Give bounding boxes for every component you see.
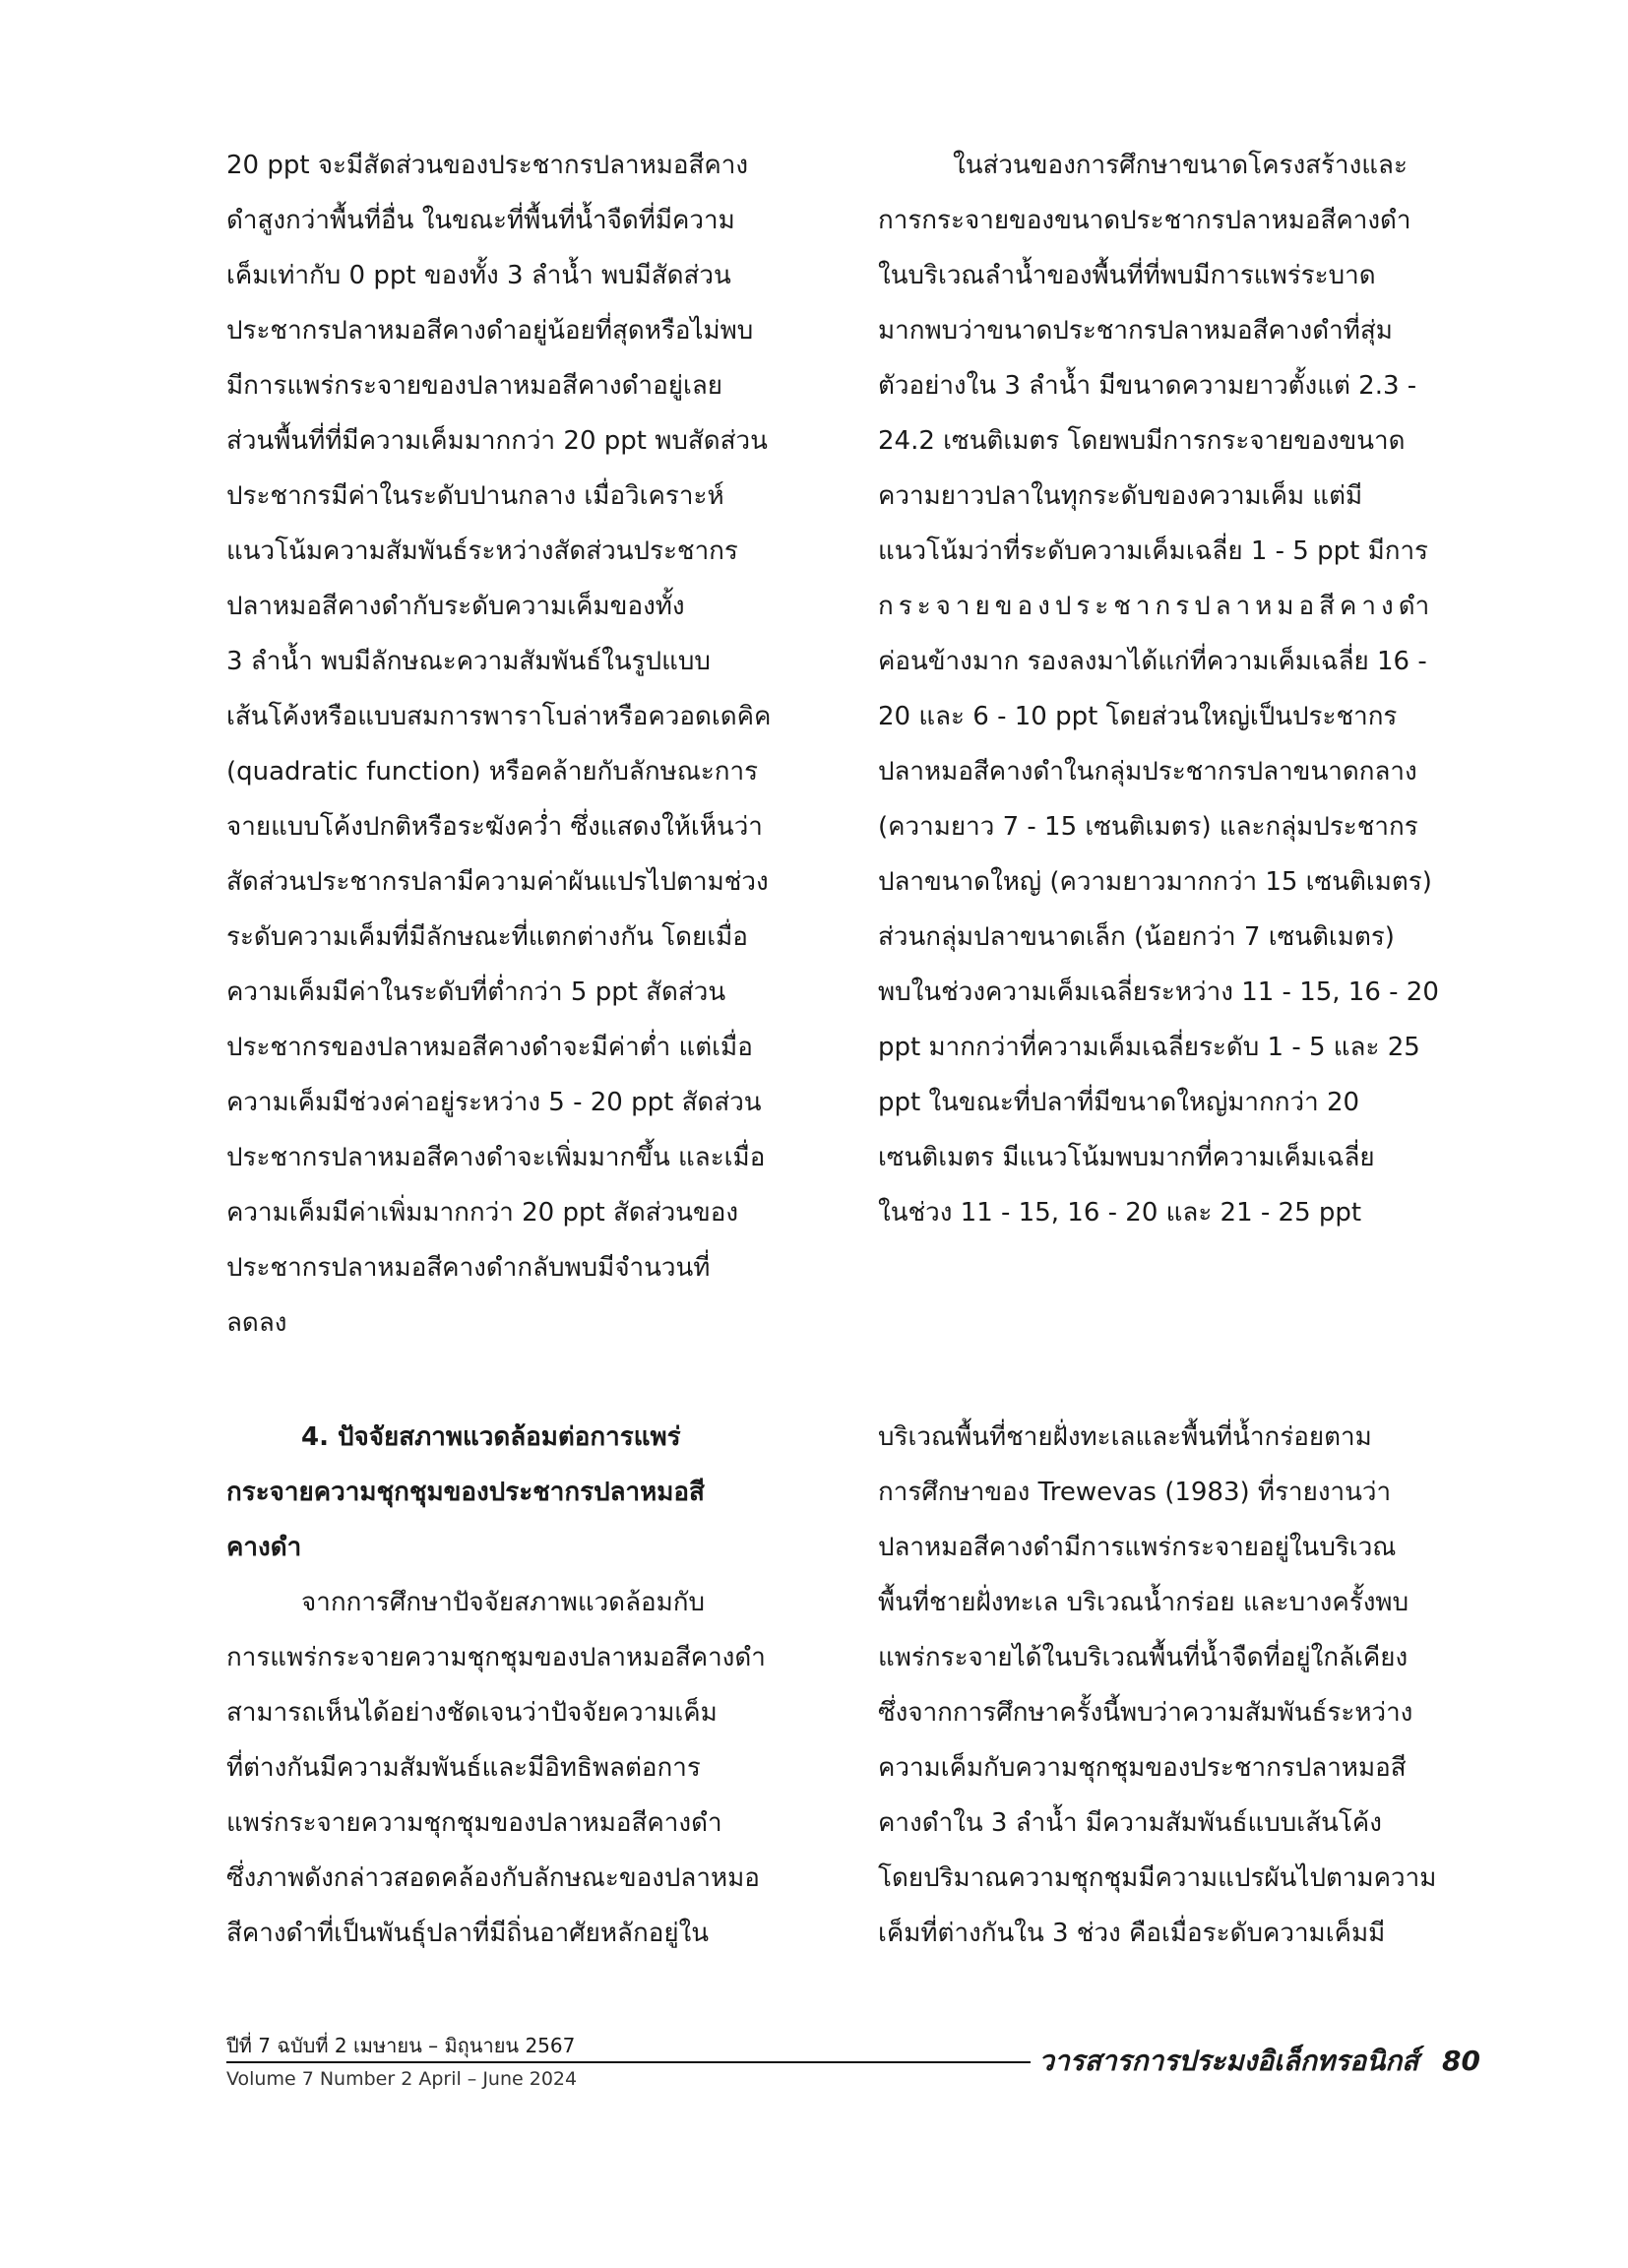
text-line: ppt ในขณะที่ปลาที่มีขนาดใหญ่มากกว่า 20 <box>878 1088 1360 1117</box>
text-line: ตัวอย่างใน 3 ลำน้ำ มีขนาดความยาวตั้งแต่ 2.3 - <box>878 371 1417 401</box>
text-line: กระจายของประชากรปลาหมอสีคางดำ <box>878 592 1435 621</box>
text-line: ที่ต่างกันมีความสัมพันธ์และมีอิทธิพลต่อการ <box>226 1753 701 1783</box>
text-line: ในช่วง 11 - 15, 16 - 20 และ 21 - 25 ppt <box>878 1198 1362 1228</box>
text-line: 20 และ 6 - 10 ppt โดยส่วนใหญ่เป็นประชากร <box>878 702 1398 731</box>
heading-line: 4. ปัจจัยสภาพแวดล้อมต่อการแพร่ <box>301 1422 681 1452</box>
text-line: โดยปริมาณความชุกชุมมีความแปรผันไปตามความ <box>878 1863 1437 1893</box>
text-line: ประชากรปลาหมอสีคางดำจะเพิ่มมากขึ้น และเมื่อ <box>226 1143 766 1172</box>
text-line: ส่วนกลุ่มปลาขนาดเล็ก (น้อยกว่า 7 เซนติเมตร) <box>878 922 1395 952</box>
text-line: ปลาหมอสีคางดำในกลุ่มประชากรปลาขนาดกลาง <box>878 757 1417 787</box>
text-line: มีการแพร่กระจายของปลาหมอสีคางดำอยู่เลย <box>226 371 723 401</box>
text-line: ซึ่งจากการศึกษาครั้งนี้พบว่าความสัมพันธ์ระหว่าง <box>878 1698 1413 1728</box>
page-number: 80 <box>1442 2045 1480 2077</box>
text-line: จายแบบโค้งปกติหรือระฆังคว่ำ ซึ่งแสดงให้เห็นว่า <box>226 812 763 842</box>
heading-line: คางดำ <box>226 1533 302 1562</box>
text-line: 24.2 เซนติเมตร โดยพบมีการกระจายของขนาด <box>878 426 1406 456</box>
text-line: ความเค็มมีช่วงค่าอยู่ระหว่าง 5 - 20 ppt สัดส่วน <box>226 1088 762 1117</box>
text-line: สัดส่วนประชากรปลามีความค่าผันแปรไปตามช่วง <box>226 867 769 897</box>
section-heading <box>226 1410 791 1575</box>
text-line: ดำสูงกว่าพื้นที่อื่น ในขณะที่พื้นที่น้ำจืดที่มีความ <box>226 206 735 235</box>
text-line: มากพบว่าขนาดประชากรปลาหมอสีคางดำที่สุ่ม <box>878 316 1393 346</box>
text-line: ซึ่งภาพดังกล่าวสอดคล้องกับลักษณะของปลาหมอ <box>226 1863 760 1893</box>
lower-right-column <box>878 1410 1443 1961</box>
text-line: สามารถเห็นได้อย่างชัดเจนว่าปัจจัยความเค็ม <box>226 1698 718 1728</box>
text-line: บริเวณพื้นที่ชายฝั่งทะเลและพื้นที่น้ำกร่อยตาม <box>878 1422 1372 1452</box>
text-line: ppt มากกว่าที่ความเค็มเฉลี่ยระดับ 1 - 5 และ 25 <box>878 1033 1420 1062</box>
text-line: ปลาหมอสีคางดำกับระดับความเค็มของทั้ง <box>226 592 685 621</box>
text-line: แนวโน้มความสัมพันธ์ระหว่างสัดส่วนประชากร <box>226 536 738 566</box>
text-line: การศึกษาของ Trewevas (1983) ที่รายงานว่า <box>878 1478 1392 1507</box>
text-line: ความเค็มมีค่าเพิ่มมากกว่า 20 ppt สัดส่วนของ <box>226 1198 739 1228</box>
text-line: ปลาหมอสีคางดำมีการแพร่กระจายอยู่ในบริเวณ <box>878 1533 1397 1562</box>
text-line: เส้นโค้งหรือแบบสมการพาราโบล่าหรือควอดเดคิค <box>226 702 772 731</box>
text-line: ในส่วนของการศึกษาขนาดโครงสร้างและ <box>953 151 1408 180</box>
text-line: การแพร่กระจายความชุกชุมของปลาหมอสีคางดำ <box>226 1643 766 1672</box>
upper-right-column <box>878 138 1443 1240</box>
text-line: ความยาวปลาในทุกระดับของความเค็ม แต่มี <box>878 481 1363 511</box>
text-line: เค็มเท่ากับ 0 ppt ของทั้ง 3 ลำน้ำ พบมีสัดส่วน <box>226 261 731 290</box>
text-line: ประชากรมีค่าในระดับปานกลาง เมื่อวิเคราะห์ <box>226 481 724 511</box>
text-line: (ความยาว 7 - 15 เซนติเมตร) และกลุ่มประชากร <box>878 812 1418 842</box>
text-line: ส่วนพื้นที่ที่มีความเค็มมากกว่า 20 ppt พบสัดส่วน <box>226 426 768 456</box>
journal-name: วารสารการประมงอิเล็กทรอนิกส์ <box>1038 2045 1419 2077</box>
text-line: ค่อนข้างมาก รองลงมาได้แก่ที่ความเค็มเฉลี่ย 16 - <box>878 647 1427 676</box>
text-line: ความเค็มกับความชุกชุมของประชากรปลาหมอสี <box>878 1753 1407 1783</box>
text-line: แพร่กระจายได้ในบริเวณพื้นที่น้ำจืดที่อยู่ใกล้เคียง <box>878 1643 1409 1672</box>
text-line: การกระจายของขนาดประชากรปลาหมอสีคางดำ <box>878 206 1411 235</box>
lower-left-column <box>226 1410 791 1961</box>
text-line: แพร่กระจายความชุกชุมของปลาหมอสีคางดำ <box>226 1808 722 1838</box>
text-line: ประชากรปลาหมอสีคางดำอยู่น้อยที่สุดหรือไม่พบ <box>226 316 754 346</box>
text-line: ในบริเวณลำน้ำของพื้นที่ที่พบมีการแพร่ระบาด <box>878 261 1376 290</box>
text-line: ประชากรของปลาหมอสีคางดำจะมีค่าต่ำ แต่เมื่อ <box>226 1033 753 1062</box>
text-line: 20 ppt จะมีสัดส่วนของประชากรปลาหมอสีคาง <box>226 151 749 180</box>
text-line: พบในช่วงความเค็มเฉลี่ยระหว่าง 11 - 15, 16 - 20 <box>878 977 1439 1007</box>
text-line: เค็มที่ต่างกันใน 3 ช่วง คือเมื่อระดับความเค็มมี <box>878 1919 1386 1948</box>
text-line: พื้นที่ชายฝั่งทะเล บริเวณน้ำกร่อย และบางครั้งพบ <box>878 1588 1409 1617</box>
text-line: ประชากรปลาหมอสีคางดำกลับพบมีจำนวนที่ <box>226 1253 711 1283</box>
heading-line: กระจายความชุกชุมของประชากรปลาหมอสี <box>226 1478 705 1507</box>
text-line: ความเค็มมีค่าในระดับที่ต่ำกว่า 5 ppt สัดส่วน <box>226 977 726 1007</box>
issue-thai: ปีที่ 7 ฉบับที่ 2 เมษายน – มิถุนายน 2567 <box>226 2034 576 2057</box>
upper-left-column <box>226 138 791 1351</box>
issue-english: Volume 7 Number 2 April – June 2024 <box>226 2068 578 2090</box>
text-line: แนวโน้มว่าที่ระดับความเค็มเฉลี่ย 1 - 5 ppt มีการ <box>878 536 1429 566</box>
text-line: เซนติเมตร มีแนวโน้มพบมากที่ความเค็มเฉลี่ย <box>878 1143 1375 1172</box>
text-line: (quadratic function) หรือคล้ายกับลักษณะการ <box>226 757 759 787</box>
text-line: ลดลง <box>226 1308 287 1338</box>
text-line: คางดำใน 3 ลำน้ำ มีความสัมพันธ์แบบเส้นโค้ง <box>878 1808 1382 1838</box>
text-line: สีคางดำที่เป็นพันธุ์ปลาที่มีถิ่นอาศัยหลักอยู่ใน <box>226 1919 710 1948</box>
footer-journal <box>1031 2040 1480 2083</box>
text-line: ปลาขนาดใหญ่ (ความยาวมากกว่า 15 เซนติเมตร) <box>878 867 1432 897</box>
text-line: ระดับความเค็มที่มีลักษณะที่แตกต่างกัน โดยเมื่อ <box>226 922 748 952</box>
text-line: 3 ลำน้ำ พบมีลักษณะความสัมพันธ์ในรูปแบบ <box>226 647 711 676</box>
text-line: จากการศึกษาปัจจัยสภาพแวดล้อมกับ <box>301 1588 705 1617</box>
footer-issue <box>226 2031 577 2094</box>
